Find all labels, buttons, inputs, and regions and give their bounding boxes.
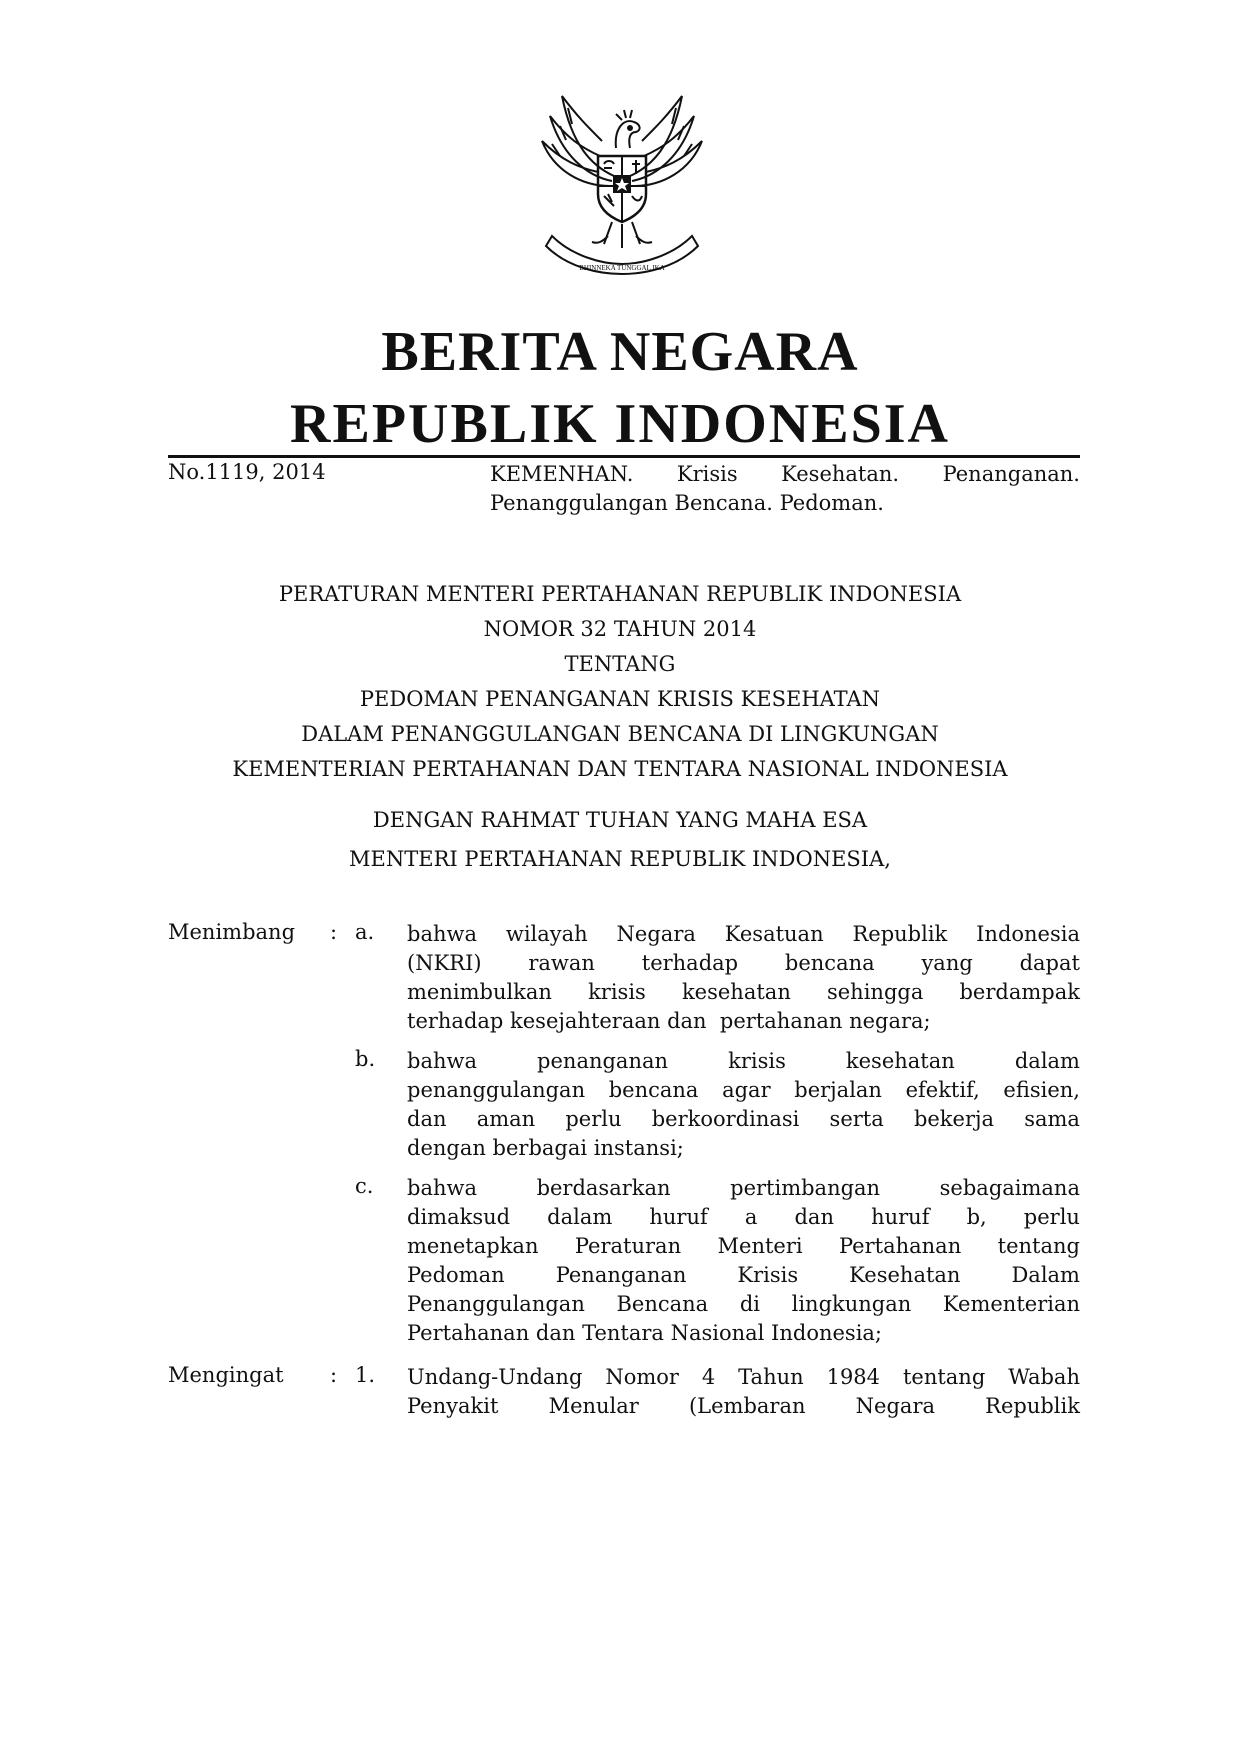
- word: bencana: [608, 1078, 699, 1102]
- word: tentang: [997, 1234, 1080, 1258]
- minister-line: MENTERI PERTAHANAN REPUBLIK INDONESIA,: [349, 847, 891, 871]
- para-line: [407, 978, 1080, 1007]
- word: Indonesia: [976, 922, 1080, 946]
- word: Kesehatan: [849, 1263, 961, 1287]
- word: Republik: [852, 922, 948, 946]
- para-line: [407, 1076, 1080, 1105]
- word: dimaksud: [407, 1205, 511, 1229]
- line-text: [407, 1261, 1080, 1290]
- word: Negara: [616, 922, 696, 946]
- line-text: [407, 949, 1080, 978]
- document-number: No.1119, 2014: [168, 460, 326, 484]
- word: menimbulkan: [407, 980, 552, 1004]
- word: 4: [701, 1365, 716, 1389]
- word: berdampak: [959, 980, 1080, 1004]
- para-line: [407, 1105, 1080, 1134]
- line-text: [407, 1232, 1080, 1261]
- blessing-line: DENGAN RAHMAT TUHAN YANG MAHA ESA: [372, 808, 868, 832]
- word: efektif,: [905, 1078, 980, 1102]
- word: huruf: [871, 1205, 930, 1229]
- subject-word: Penanganan.: [942, 462, 1080, 486]
- line-text: [407, 920, 1080, 949]
- line-text: [407, 1363, 1080, 1392]
- para-line: [407, 1232, 1080, 1261]
- word: Pertahanan: [839, 1234, 962, 1258]
- word: huruf: [649, 1205, 708, 1229]
- emblem-ribbon-text: BHINNEKA TUNGGAL IKA: [579, 264, 665, 272]
- para-line: [407, 1047, 1080, 1076]
- word: a: [744, 1205, 758, 1229]
- word: Kementerian: [942, 1292, 1080, 1316]
- word: berkoordinasi: [651, 1107, 800, 1131]
- menimbang-item-c: [407, 1174, 1080, 1348]
- word: Penanganan: [555, 1263, 687, 1287]
- word: Peraturan: [574, 1234, 682, 1258]
- line-text: [407, 1174, 1080, 1203]
- line-text: [407, 1105, 1080, 1134]
- masthead-title: BERITA NEGARA: [381, 321, 859, 383]
- word: aman: [476, 1107, 536, 1131]
- word: penanganan: [537, 1049, 669, 1073]
- regulation-number: NOMOR 32 TAHUN 2014: [483, 617, 757, 641]
- subject-word: Kesehatan.: [781, 462, 900, 486]
- word: sama: [1024, 1107, 1080, 1131]
- para-line: [407, 1319, 1080, 1348]
- word: krisis: [588, 980, 646, 1004]
- word: penanggulangan: [407, 1078, 586, 1102]
- para-line: [407, 920, 1080, 949]
- regulation-title-line: KEMENTERIAN PERTAHANAN DAN TENTARA NASIONAL INDONESIA: [232, 757, 1008, 781]
- para-line: [407, 1007, 1080, 1036]
- word: efisien,: [1003, 1078, 1080, 1102]
- word: Republik: [985, 1394, 1080, 1418]
- word: Penanggulangan: [407, 1292, 585, 1316]
- word: Penyakit: [407, 1394, 499, 1418]
- line-text: [407, 1076, 1080, 1105]
- word: Kesatuan: [724, 922, 824, 946]
- word: Menular: [548, 1394, 639, 1418]
- regulation-title-line: PERATURAN MENTERI PERTAHANAN REPUBLIK INDONESIA: [278, 582, 962, 606]
- word: terhadap: [641, 951, 739, 975]
- word: kesehatan: [845, 1049, 955, 1073]
- word: dalam: [1014, 1049, 1080, 1073]
- regulation-title-line: DALAM PENANGGULANGAN BENCANA DI LINGKUNGAN: [301, 722, 939, 746]
- word: perlu: [1023, 1205, 1080, 1229]
- subject-word: KEMENHAN.: [490, 462, 634, 486]
- word: kesehatan: [681, 980, 791, 1004]
- regulation-title-line: PEDOMAN PENANGANAN KRISIS KESEHATAN: [359, 687, 881, 711]
- regulation-tentang: TENTANG: [564, 652, 676, 676]
- para-line: [407, 1134, 1080, 1163]
- menimbang-item-letter: c.: [355, 1174, 374, 1198]
- word: yang: [921, 951, 973, 975]
- mengingat-item-number: 1.: [355, 1363, 376, 1387]
- line-text: dengan berbagai instansi;: [407, 1136, 684, 1160]
- word: Negara: [855, 1394, 935, 1418]
- mengingat-item-1: [407, 1363, 1080, 1421]
- word: dan: [794, 1205, 834, 1229]
- word: perlu: [565, 1107, 622, 1131]
- para-line: [407, 1203, 1080, 1232]
- line-text: [407, 1047, 1080, 1076]
- word: bekerja: [913, 1107, 995, 1131]
- word: dapat: [1019, 951, 1080, 975]
- word: berdasarkan: [536, 1176, 671, 1200]
- word: b,: [966, 1205, 987, 1229]
- word: Krisis: [737, 1263, 799, 1287]
- line-text: Pertahanan dan Tentara Nasional Indonesia;: [407, 1321, 883, 1345]
- line-text: terhadap kesejahteraan dan pertahanan negara;: [407, 1009, 931, 1033]
- word: 1984: [826, 1365, 881, 1389]
- word: (NKRI): [407, 951, 482, 975]
- line-text: [407, 1392, 1080, 1421]
- masthead-rule: [168, 455, 1080, 458]
- menimbang-label: Menimbang: [168, 920, 296, 944]
- word: Undang-Undang: [407, 1365, 583, 1389]
- subject-line-2: Penanggulangan Bencana. Pedoman.: [490, 491, 884, 515]
- word: dan: [407, 1107, 447, 1131]
- line-text: [407, 1290, 1080, 1319]
- mengingat-colon: :: [330, 1363, 338, 1387]
- mengingat-label: Mengingat: [168, 1363, 284, 1387]
- word: di: [739, 1292, 760, 1316]
- para-line: [407, 1174, 1080, 1203]
- word: sebagaimana: [939, 1176, 1080, 1200]
- word: Tahun: [738, 1365, 804, 1389]
- word: Nomor: [605, 1365, 679, 1389]
- word: sehingga: [826, 980, 924, 1004]
- word: bencana: [784, 951, 875, 975]
- para-line: [407, 1392, 1080, 1421]
- menimbang-colon: :: [330, 920, 338, 944]
- para-line: [407, 1261, 1080, 1290]
- word: pertimbangan: [730, 1176, 881, 1200]
- masthead-subtitle: REPUBLIK INDONESIA: [290, 393, 950, 455]
- para-line: [407, 949, 1080, 978]
- document-subject: [490, 460, 1080, 518]
- word: Bencana: [616, 1292, 709, 1316]
- menimbang-item-letter: b.: [355, 1047, 376, 1071]
- word: Menteri: [717, 1234, 803, 1258]
- para-line: [407, 1363, 1080, 1392]
- word: Pedoman: [407, 1263, 505, 1287]
- word: dalam: [547, 1205, 613, 1229]
- menimbang-item-letter: a.: [355, 920, 375, 944]
- word: agar: [722, 1078, 771, 1102]
- word: Dalam: [1011, 1263, 1080, 1287]
- para-line: [407, 1290, 1080, 1319]
- word: lingkungan: [791, 1292, 912, 1316]
- garuda-emblem-icon: [532, 86, 712, 276]
- menimbang-item-b: [407, 1047, 1080, 1163]
- word: serta: [829, 1107, 884, 1131]
- subject-word: Krisis: [676, 462, 738, 486]
- word: bahwa: [407, 922, 477, 946]
- word: bahwa: [407, 1176, 477, 1200]
- word: Wabah: [1008, 1365, 1080, 1389]
- word: wilayah: [505, 922, 588, 946]
- line-text: [407, 978, 1080, 1007]
- word: menetapkan: [407, 1234, 539, 1258]
- menimbang-item-a: [407, 920, 1080, 1036]
- word: (Lembaran: [688, 1394, 806, 1418]
- word: berjalan: [794, 1078, 882, 1102]
- line-text: [407, 1203, 1080, 1232]
- word: rawan: [528, 951, 595, 975]
- word: tentang: [902, 1365, 986, 1389]
- word: krisis: [728, 1049, 786, 1073]
- word: bahwa: [407, 1049, 477, 1073]
